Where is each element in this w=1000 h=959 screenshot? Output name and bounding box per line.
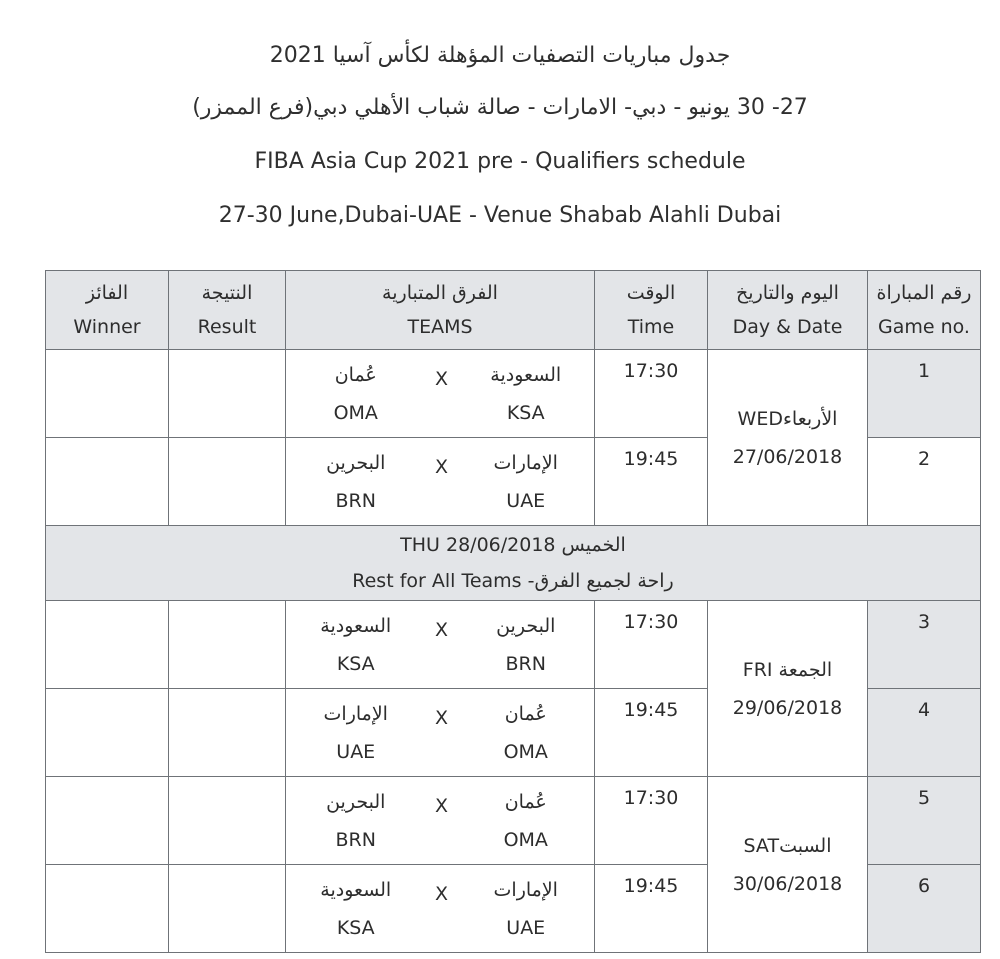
vs-label: X bbox=[434, 619, 449, 641]
time-value: 19:45 bbox=[623, 448, 679, 470]
day-label: الجمعة FRI bbox=[742, 658, 833, 681]
day-cell bbox=[708, 601, 868, 777]
vs-cell bbox=[426, 350, 458, 438]
away-team-en: BRN bbox=[335, 489, 376, 512]
winner-cell bbox=[46, 689, 169, 777]
result-cell bbox=[169, 438, 286, 526]
home-team-ar: عُمان bbox=[504, 790, 547, 813]
home-team-en: OMA bbox=[503, 828, 548, 851]
day-date: 27/06/2018 bbox=[732, 445, 843, 468]
game-no: 1 bbox=[917, 360, 931, 382]
english-subtitle: 27-30 June,Dubai-UAE - Venue Shabab Alahli Dubai bbox=[218, 203, 782, 228]
away-team-ar: البحرين bbox=[326, 790, 386, 813]
header-time bbox=[595, 271, 708, 350]
rest-day-cell bbox=[46, 526, 981, 601]
rest-day-row bbox=[46, 526, 981, 601]
home-team-ar: السعودية bbox=[490, 363, 562, 386]
away-team-cell bbox=[286, 601, 426, 689]
home-team-ar: الإمارات bbox=[493, 451, 558, 474]
game-no: 5 bbox=[917, 787, 931, 809]
home-team-en: BRN bbox=[505, 652, 546, 675]
away-team-en: BRN bbox=[335, 828, 376, 851]
away-team-cell bbox=[286, 865, 426, 953]
rest-day-note: راحة لجميع الفرق- Rest for All Teams bbox=[352, 570, 674, 592]
table-row bbox=[46, 601, 981, 689]
home-team-en: KSA bbox=[506, 401, 545, 424]
schedule-table bbox=[45, 270, 981, 953]
away-team-cell bbox=[286, 689, 426, 777]
home-team-en: OMA bbox=[503, 740, 548, 763]
header-winner-ar: الفائز bbox=[85, 282, 129, 304]
vs-label: X bbox=[434, 883, 449, 905]
vs-label: X bbox=[434, 456, 449, 478]
away-team-ar: الإمارات bbox=[323, 702, 388, 725]
home-team-ar: عُمان bbox=[504, 702, 547, 725]
header-time-en: Time bbox=[627, 316, 675, 338]
winner-cell bbox=[46, 438, 169, 526]
english-title: FIBA Asia Cup 2021 pre - Qualifiers schedule bbox=[254, 149, 746, 174]
away-team-en: UAE bbox=[336, 740, 376, 763]
time-value: 19:45 bbox=[623, 699, 679, 721]
table-row bbox=[46, 777, 981, 865]
result-cell bbox=[169, 777, 286, 865]
header-winner bbox=[46, 271, 169, 350]
home-team-cell bbox=[458, 865, 595, 953]
day-label: السبتSAT bbox=[743, 834, 832, 857]
header-teams-ar: الفرق المتبارية bbox=[382, 282, 498, 304]
game-no: 3 bbox=[917, 611, 931, 633]
time-cell bbox=[595, 350, 708, 438]
vs-label: X bbox=[434, 707, 449, 729]
home-team-cell bbox=[458, 350, 595, 438]
away-team-cell bbox=[286, 777, 426, 865]
day-date: 30/06/2018 bbox=[732, 872, 843, 895]
away-team-ar: السعودية bbox=[320, 614, 392, 637]
home-team-ar: البحرين bbox=[496, 614, 556, 637]
away-team-cell bbox=[286, 438, 426, 526]
time-cell bbox=[595, 601, 708, 689]
header-game-ar: رقم المباراة bbox=[876, 282, 972, 304]
time-cell bbox=[595, 438, 708, 526]
game-no-cell bbox=[868, 865, 981, 953]
day-date: 29/06/2018 bbox=[732, 696, 843, 719]
game-no-cell bbox=[868, 438, 981, 526]
vs-label: X bbox=[434, 368, 449, 390]
time-value: 17:30 bbox=[623, 611, 679, 633]
away-team-ar: البحرين bbox=[326, 451, 386, 474]
home-team-cell bbox=[458, 689, 595, 777]
time-value: 17:30 bbox=[623, 360, 679, 382]
game-no-cell bbox=[868, 601, 981, 689]
arabic-subtitle: 27- 30 يونيو - دبي- الامارات - صالة شباب الأهلي دبي(فرع الممزر) bbox=[192, 95, 808, 120]
header-teams bbox=[286, 271, 595, 350]
rest-day-date: الخميس 28/06/2018 THU bbox=[400, 534, 626, 556]
home-team-cell bbox=[458, 601, 595, 689]
result-cell bbox=[169, 689, 286, 777]
vs-cell bbox=[426, 438, 458, 526]
away-team-cell bbox=[286, 350, 426, 438]
game-no: 4 bbox=[917, 699, 931, 721]
result-cell bbox=[169, 350, 286, 438]
winner-cell bbox=[46, 865, 169, 953]
home-team-en: UAE bbox=[506, 489, 546, 512]
vs-cell bbox=[426, 865, 458, 953]
vs-cell bbox=[426, 689, 458, 777]
header-result bbox=[169, 271, 286, 350]
header-result-ar: النتيجة bbox=[201, 282, 253, 304]
vs-label: X bbox=[434, 795, 449, 817]
time-value: 17:30 bbox=[623, 787, 679, 809]
header-teams-en: TEAMS bbox=[407, 316, 473, 338]
time-cell bbox=[595, 865, 708, 953]
away-team-en: KSA bbox=[336, 916, 375, 939]
day-cell bbox=[708, 350, 868, 526]
day-cell bbox=[708, 777, 868, 953]
header-winner-en: Winner bbox=[73, 316, 141, 338]
vs-cell bbox=[426, 777, 458, 865]
home-team-en: UAE bbox=[506, 916, 546, 939]
arabic-title: جدول مباريات التصفيات المؤهلة لكأس آسيا 2021 bbox=[269, 43, 731, 68]
away-team-ar: عُمان bbox=[334, 363, 377, 386]
header-time-ar: الوقت bbox=[626, 282, 676, 304]
time-cell bbox=[595, 689, 708, 777]
game-no-cell bbox=[868, 350, 981, 438]
header-game bbox=[868, 271, 981, 350]
game-no: 2 bbox=[917, 448, 931, 470]
game-no-cell bbox=[868, 689, 981, 777]
away-team-en: KSA bbox=[336, 652, 375, 675]
home-team-ar: الإمارات bbox=[493, 878, 558, 901]
winner-cell bbox=[46, 601, 169, 689]
away-team-en: OMA bbox=[333, 401, 378, 424]
away-team-ar: السعودية bbox=[320, 878, 392, 901]
header-day-ar: اليوم والتاريخ bbox=[736, 282, 839, 304]
header-day bbox=[708, 271, 868, 350]
result-cell bbox=[169, 601, 286, 689]
home-team-cell bbox=[458, 777, 595, 865]
time-value: 19:45 bbox=[623, 875, 679, 897]
table-row bbox=[46, 350, 981, 438]
header-game-en: Game no. bbox=[878, 316, 970, 338]
game-no: 6 bbox=[917, 875, 931, 897]
game-no-cell bbox=[868, 777, 981, 865]
winner-cell bbox=[46, 350, 169, 438]
header-row bbox=[46, 271, 981, 350]
time-cell bbox=[595, 777, 708, 865]
header-day-en: Day & Date bbox=[732, 316, 843, 338]
header-result-en: Result bbox=[197, 316, 257, 338]
day-label: الأربعاءWED bbox=[737, 407, 838, 430]
result-cell bbox=[169, 865, 286, 953]
winner-cell bbox=[46, 777, 169, 865]
home-team-cell bbox=[458, 438, 595, 526]
vs-cell bbox=[426, 601, 458, 689]
